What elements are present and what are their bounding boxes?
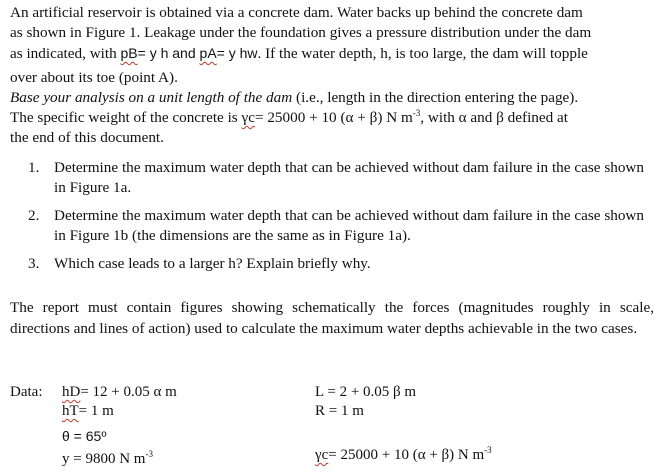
value-gamma-c: = 25000 + 10 (α + β) N m bbox=[328, 447, 485, 463]
unit-length-emphasis: Base your analysis on a unit length of the dam bbox=[10, 89, 293, 106]
report-paragraph bbox=[10, 297, 654, 339]
intro-line-6c: , with α and β defined at bbox=[420, 109, 568, 126]
intro-exponent: -3 bbox=[412, 107, 421, 118]
question-text: Which case leads to a larger h? Explain briefly why. bbox=[54, 255, 371, 272]
intro-line-5 bbox=[10, 88, 654, 108]
intro-line-3b: = y h and bbox=[137, 45, 200, 61]
gamma-exponent: -3 bbox=[145, 449, 153, 459]
intro-line-5b: (i.e., length in the direction entering the page). bbox=[292, 89, 579, 106]
symbol-hD: hD bbox=[62, 384, 81, 400]
symbol-pA: pA bbox=[199, 45, 217, 61]
data-gamma-c bbox=[315, 445, 492, 465]
symbol-gamma-c-data: γc bbox=[315, 447, 329, 463]
question-text: Determine the maximum water depth that can be achieved without dam failure in the case shown in Figure 1a. bbox=[54, 159, 644, 196]
intro-line-3d: . If the water depth, h, is too large, the dam will topple bbox=[257, 45, 588, 62]
intro-line-7: the end of this document. bbox=[10, 129, 164, 146]
symbol-pB: pB bbox=[120, 45, 138, 61]
question-text: Determine the maximum water depth that can be achieved without dam failure in the case shown in Figure 1b (the dimensions are the same as in Figure 1a). bbox=[54, 207, 644, 244]
intro-line-6b: = 25000 + 10 (α + β) N m bbox=[254, 109, 413, 126]
report-text: The report must contain figures showing schematically the forces (magnitudes roughly in scale, directions and lines of action) used to calculate the maximum water depths achievable in the two cases. bbox=[10, 299, 654, 337]
question-number: 2. bbox=[28, 207, 40, 224]
value-gamma: y = 9800 N m bbox=[62, 451, 146, 467]
intro-line-2: as shown in Figure 1. Leakage under the foundation gives a pressure distribution under the dam bbox=[10, 24, 592, 41]
data-hT bbox=[62, 401, 114, 421]
gamma-c-exponent: -3 bbox=[484, 445, 492, 455]
symbol-hT: hT bbox=[62, 403, 79, 419]
data-L: L = 2 + 0.05 β m bbox=[315, 384, 417, 400]
intro-line-3c: = y hw bbox=[216, 45, 258, 61]
document-body bbox=[10, 3, 654, 148]
question-number: 3. bbox=[28, 255, 40, 272]
data-R: R = 1 m bbox=[315, 403, 364, 419]
question-number: 1. bbox=[28, 159, 40, 176]
data-theta: θ = 65º bbox=[62, 428, 107, 444]
data-label: Data: bbox=[10, 384, 43, 400]
value-hD: = 12 + 0.05 α m bbox=[80, 384, 177, 400]
intro-line-3a: as indicated, with bbox=[10, 45, 121, 62]
intro-line-4: over about its toe (point A). bbox=[10, 69, 178, 86]
value-hT: = 1 m bbox=[78, 403, 114, 419]
intro-line-3 bbox=[10, 43, 654, 64]
intro-line-1: An artificial reservoir is obtained via a concrete dam. Water backs up behind the concrete dam bbox=[10, 4, 583, 21]
data-gamma bbox=[62, 449, 153, 469]
intro-line-6 bbox=[10, 108, 654, 128]
data-hD bbox=[62, 382, 177, 402]
intro-line-6a: The specific weight of the concrete is bbox=[10, 109, 242, 126]
symbol-gamma-c: γc bbox=[241, 109, 255, 126]
